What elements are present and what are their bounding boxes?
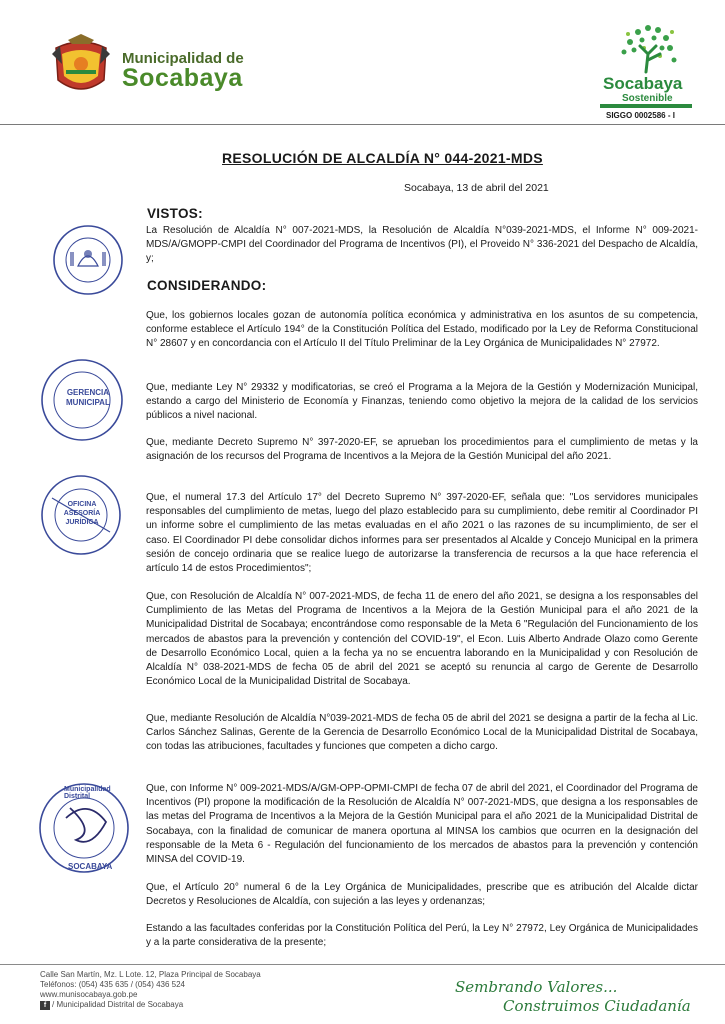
facebook-icon[interactable]: f [40, 1001, 50, 1010]
considerando-heading: CONSIDERANDO: [147, 278, 267, 293]
resolution-title: RESOLUCIÓN DE ALCALDÍA N° 044-2021-MDS [222, 150, 543, 166]
seal-ring-bottom-text: SOCABAYA [68, 862, 113, 871]
paragraph: Que, con Resolución de Alcaldía N° 007-2021-MDS, de fecha 11 de enero del año 2021, se designa a los responsables del Cumplimiento de las Metas del Programa de Incentivos a la Mejora de la Gestión Municipal para el año 2021 de la Municipalidad Distrital de Socabaya; encontrándose como responsable de la Meta 6 "Regulación del Funcionamiento de los mercados de abastos para la prevención y contención del COVID-19", el Econ. Luis Alberto Andrade Olazo como Gerente de Desarrollo Económico Local, quien a la fecha ya no se encuentra laborando en la Municipalidad y con Resolución de Alcaldía N° 038-2021-MDS de fecha 05 de abril del 2021 se aceptó su renuncia al cargo de Gerente de Desarrollo Económico Local de la Municipalidad Distrital de Socabaya. [146, 591, 698, 688]
paragraph: Que, mediante Ley N° 29332 y modificatorias, se creó el Programa a la Mejora de la Gestión y Modernización Municipal, estando a cargo del Ministerio de Economía y Finanzas, teniendo como objetivo la mejora de la calidad de los servicios públicos a nivel nacional. [146, 382, 698, 422]
footer-address: Calle San Martín, Mz. L Lote. 12, Plaza Principal de Socabaya [40, 970, 261, 979]
brand-main-text: Socabaya [122, 64, 243, 92]
header-divider [0, 124, 725, 125]
brand-top-text: Municipalidad de [122, 50, 244, 67]
paragraph: Que, los gobiernos locales gozan de autonomía política económica y administrativa en los asuntos de su competencia, conforme establece el Artículo 194° de la Constitución Política del Estado, modificado por la Ley de Reforma Constitucional N° 28607 y en concordancia con el Artículo II del Título Preliminar de la Ley Orgánica de Municipalidades N° 27972. [146, 310, 698, 350]
paragraph: Estando a las facultades conferidas por la Constitución Política del Perú, la Ley N° 27972, Ley Orgánica de Municipalidades y a la parte considerativa de la presente; [146, 923, 698, 949]
right-brand-main: Socabaya [603, 74, 683, 93]
brand-bar-divider [600, 104, 692, 108]
paragraph: Que, el Artículo 20° numeral 6 de la Ley Orgánica de Municipalidades, prescribe que es atribución del Alcalde dictar Decretos y Resoluciones de Alcaldía, con sujeción a las leyes y ordenanzas; [146, 882, 698, 908]
paragraph: Que, con Informe N° 009-2021-MDS/A/GM-OPP-OPMI-CMPI de fecha 07 de abril del 2021, el Coordinador del Programa de Incentivos (PI) propone la modificación de la Resolución de Alcaldía N° 007-2021-MDS, que designa a los responsables de las metas del Programa de Incentivos a la Mejora de la Gestión Municipal para el año 2021 de la Municipalidad Distrital de Socabaya, con la finalidad de comunicar de manera oportuna al MINSA los cambios que ocurren en la designación del responsable de la Meta 6 - Regulación del funcionamiento de los mercados de abastos para la prevención y contención MINSA del COVID-19. [146, 783, 698, 866]
municipal-crest-logo [50, 34, 112, 100]
footer-slogan-line2: Construimos Ciudadanía [503, 997, 691, 1015]
footer-slogan-line1: Sembrando Valores... [455, 978, 618, 996]
gerencia-stamp-text: GERENCIA MUNICIPAL [66, 388, 110, 407]
paragraph: Que, el numeral 17.3 del Artículo 17° del Decreto Supremo N° 397-2020-EF, señala que: "Los servidores municipales responsables del cumplimiento de metas, luego del plazo establecido para su cumplimiento, debe remitir al Coordinador PI un informe sobre el cumplimiento de las metas evaluadas en el año 2021 o las razones de su incumplimiento, de ser el caso. El Coordinador PI debe consolidar dichos informes para ser presentados al Alcalde y Concejo Municipal en la primera sesión de concejo ordinaria que se realice luego de autorizarse la transferencia de recursos a la que hace referencia el artículo 14 de estos Procedimientos"; [146, 492, 698, 575]
resolution-date: Socabaya, 13 de abril del 2021 [404, 182, 549, 194]
vistos-heading: VISTOS: [147, 206, 203, 221]
asesoria-juridica-stamp [38, 472, 124, 558]
footer-divider [0, 964, 725, 965]
right-brand-sub: Sostenible [622, 93, 673, 104]
footer-social-text: / Municipalidad Distrital de Socabaya [52, 1000, 184, 1009]
paragraph: Que, mediante Decreto Supremo N° 397-2020-EF, se aprueban los procedimientos para el cumplimiento de metas y la asignación de los recursos del Programa de Incentivos a la Mejora de la Gestión Municipal del año 2021. [146, 437, 698, 463]
paragraph: Que, mediante Resolución de Alcaldía N°039-2021-MDS de fecha 05 de abril del 2021 se designa a partir de la fecha al Lic. Carlos Sánchez Salinas, Gerente de la Gerencia de Desarrollo Económico Local de la Municipalidad Distrital de Socabaya, con todas las atribuciones, facultades y funciones que competen a dicho cargo. [146, 713, 698, 753]
vistos-text: La Resolución de Alcaldía N° 007-2021-MDS, la Resolución de Alcaldía N°039-2021-MDS, el Informe N° 009-2021-MDS/A/GMOPP-CMPI del Coordinador del Programa de Incentivos (PI), el Proveido N° 336-2021 del Despacho de Alcaldía, y; [146, 225, 698, 265]
seal-ring-top-text: Municipalidad Distrital [64, 786, 111, 800]
district-seal-stamp [36, 778, 132, 878]
municipal-seal-stamp [50, 222, 126, 298]
footer-website-link[interactable]: www.munisocabaya.gob.pe [40, 990, 138, 999]
footer-phones: Teléfonos: (054) 435 635 / (054) 436 524 [40, 980, 185, 989]
siggo-code: SIGGO 0002586 - I [606, 111, 675, 120]
gerencia-municipal-stamp [38, 356, 126, 444]
asesoria-stamp-text: OFICINA ASESORÍA JURÍDICA [63, 501, 101, 526]
